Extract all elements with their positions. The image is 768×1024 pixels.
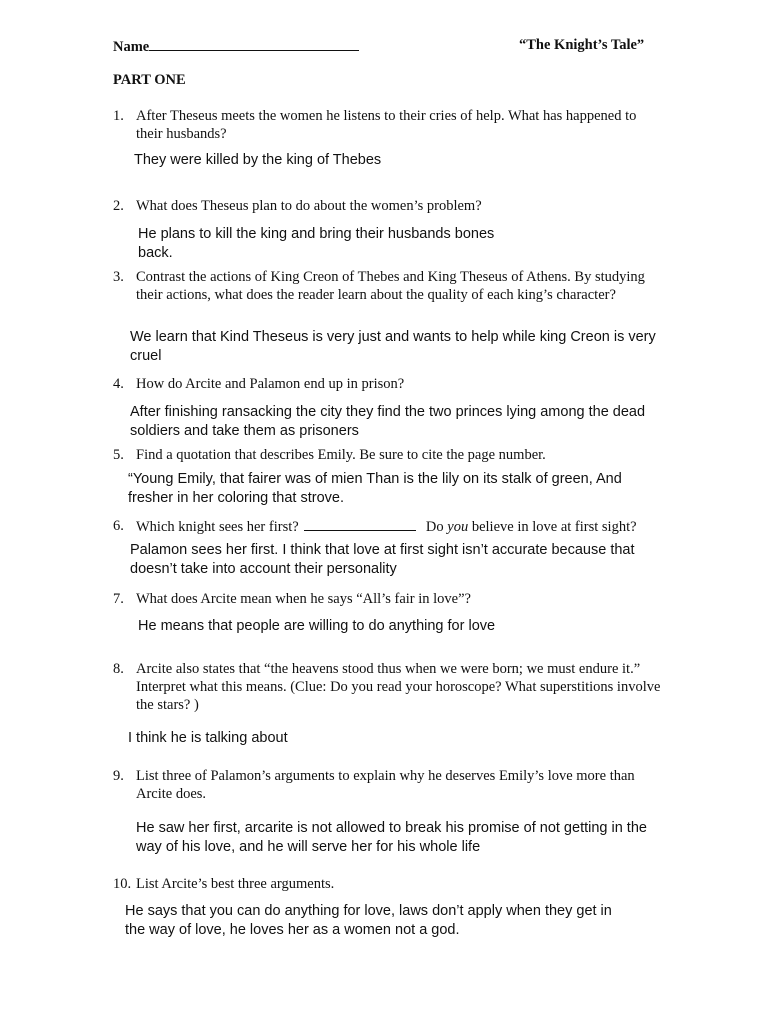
question-number: 9.	[113, 768, 124, 784]
question-text: What does Theseus plan to do about the women’s problem?	[136, 198, 482, 214]
question-number: 3.	[113, 269, 124, 285]
answer-6[interactable]: Palamon sees her first. I think that love at first sight isn’t accurate because that doesn’t take into account their personality	[130, 542, 635, 577]
question-3	[113, 268, 663, 304]
answer-blank-line[interactable]	[304, 517, 416, 531]
question-text: After Theseus meets the women he listens to their cries of help. What has happened to their husbands?	[136, 108, 637, 142]
question-number: 6.	[113, 518, 124, 534]
question-number: 8.	[113, 661, 124, 677]
answer-10[interactable]: He says that you can do anything for love, laws don’t apply when they get in the way of love, he loves her as a women not a god.	[125, 903, 612, 938]
question-text: List three of Palamon’s arguments to explain why he deserves Emily’s love more than Arcite does.	[136, 768, 635, 802]
document-title: “The Knight’s Tale”	[519, 37, 645, 53]
question-text: Find a quotation that describes Emily. Be sure to cite the page number.	[136, 447, 546, 463]
question-number: 2.	[113, 198, 124, 214]
question-9	[113, 767, 663, 803]
question-6	[113, 517, 673, 536]
answer-5[interactable]: “Young Emily, that fairer was of mien Than is the lily on its stalk of green, And fresher in her coloring that strove.	[128, 471, 622, 506]
answer-2[interactable]: He plans to kill the king and bring their husbands bones back.	[138, 226, 495, 261]
question-text: How do Arcite and Palamon end up in prison?	[136, 376, 405, 392]
question-text: Contrast the actions of King Creon of Thebes and King Theseus of Athens. By studying their actions, what does the reader learn about the quality of each king’s character?	[136, 269, 645, 303]
answer-8[interactable]: I think he is talking about	[128, 730, 288, 746]
question-number: 4.	[113, 376, 124, 392]
answer-9[interactable]: He saw her first, arcarite is not allowed to break his promise of not getting in the way of his love, and he will serve her for his whole life	[136, 820, 647, 855]
name-field[interactable]	[113, 36, 359, 56]
question-1	[113, 107, 663, 143]
question-number: 5.	[113, 447, 124, 463]
question-7	[113, 590, 663, 608]
question-2	[113, 197, 663, 215]
answer-1[interactable]: They were killed by the king of Thebes	[134, 152, 382, 168]
question-8	[113, 660, 663, 714]
question-text: Which knight sees her first? Do you believe in love at first sight?	[136, 519, 637, 535]
answer-7[interactable]: He means that people are willing to do anything for love	[138, 618, 496, 634]
question-number: 7.	[113, 591, 124, 607]
question-text: List Arcite’s best three arguments.	[136, 876, 335, 892]
name-blank-line[interactable]	[149, 36, 359, 51]
name-label: Name	[113, 39, 150, 55]
part-heading: PART ONE	[113, 72, 186, 88]
question-number: 1.	[113, 108, 124, 124]
question-number: 10.	[113, 876, 132, 892]
question-5	[113, 446, 663, 464]
question-text: Arcite also states that “the heavens stood thus when we were born; we must endure it.” Interpret what this means. (Clue: Do you read your horoscope? What superstitions involve the stars? )	[136, 661, 661, 713]
question-4	[113, 375, 663, 393]
question-text: What does Arcite mean when he says “All’s fair in love”?	[136, 591, 471, 607]
answer-3[interactable]: We learn that Kind Theseus is very just and wants to help while king Creon is very cruel	[130, 329, 656, 364]
answer-4[interactable]: After finishing ransacking the city they find the two princes lying among the dead soldiers and take them as prisoners	[130, 404, 646, 439]
question-10	[113, 875, 663, 893]
